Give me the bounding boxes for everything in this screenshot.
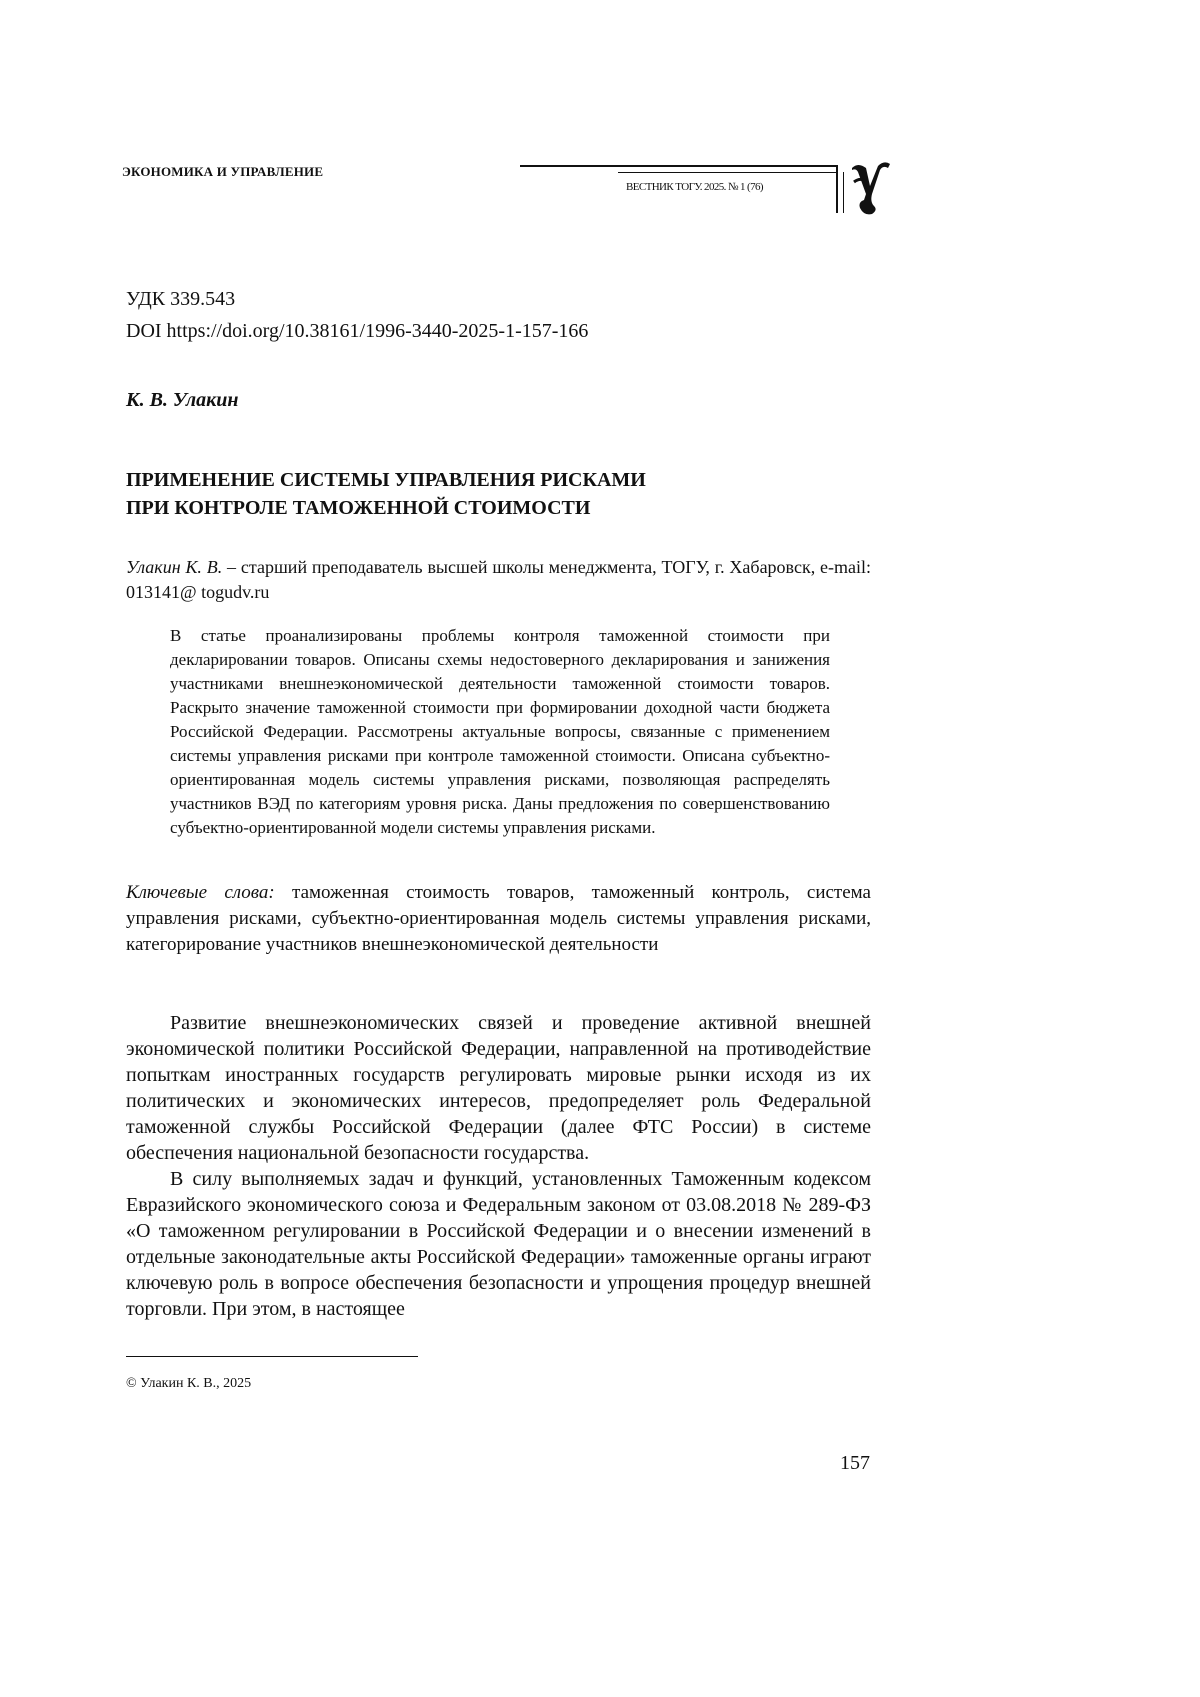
running-head-section: ЭКОНОМИКА И УПРАВЛЕНИЕ [122,164,324,179]
abstract: В статье проанализированы проблемы контроля таможенной стоимости при декларировании товаров. Описаны схемы недостоверного декларирования и занижения участниками внешнеэкономической деятельности таможенной стоимости товаров. Раскрыто значение таможенной стоимости при формировании доходной части бюджета Российской Федерации. Рассмотрены актуальные вопросы, связанные с применением системы управления рисками при контроле таможенной стоимости. Описана субъектно-ориентированная модель системы управления рисками, позволяющая распределять участников ВЭД по категориям уровня риска. Даны предложения по совершенствованию субъектно-ориентированной модели системы управления рисками. [170,626,830,837]
affiliation-details: – старший преподаватель высшей школы менеджмента, ТОГУ, г. Хабаровск, e-mail: 013141@ togudv.ru [126,557,871,602]
article-title [126,466,646,522]
page-number: 157 [840,1452,870,1474]
doi-link[interactable]: DOI https://doi.org/10.38161/1996-3440-2025-1-157-166 [126,320,589,342]
journal-box-right-rule [843,172,844,213]
udc-code: УДК 339.543 [126,288,236,310]
article-title-line-1: ПРИМЕНЕНИЕ СИСТЕМЫ УПРАВЛЕНИЯ РИСКАМИ [126,469,646,491]
affiliation-author-name: Улакин К. В. [126,557,223,577]
article-title-line-2: ПРИ КОНТРОЛЕ ТАМОЖЕННОЙ СТОИМОСТИ [126,497,591,519]
body-paragraph-1: Развитие внешнеэкономических связей и проведение активной внешней экономической политики Российской Федерации, направленной на противодействие попыткам иностранных государств регулировать мировые рынки исходя из их политических и экономических интересов, предопределяет роль Федеральной таможенной службы Российской Федерации (далее ФТС России) в системе обеспечения национальной безопасности государства. [126,1012,871,1164]
journal-rule-inner [618,172,836,173]
journal-rule-top [520,165,836,167]
article-body [126,1010,871,1322]
copyright-footnote: © Улакин К. В., 2025 [126,1376,252,1391]
keywords [126,880,871,958]
footnote-rule [126,1356,418,1357]
body-paragraph-2: В силу выполняемых задач и функций, установленных Таможенным кодексом Евразийского экономического союза и Федеральным законом от 03.08.2018 № 289-ФЗ «О таможенном регулировании в Российской Федерации и о внесении изменений в отдельные законодательные акты Российской Федерации» таможенные органы играют ключевую роль в вопросе обеспечения безопасности и упрощения процедур внешней торговли. При этом, в настоящее [126,1168,871,1320]
keywords-label: Ключевые слова: [126,882,275,903]
journal-logo-icon [848,160,892,216]
journal-issue-label: ВЕСТНИК ТОГУ. 2025. № 1 (76) [626,181,763,193]
journal-box-left-rule [836,165,838,213]
author-affiliation [126,555,871,605]
keywords-text: таможенная стоимость товаров, таможенный контроль, система управления рисками, субъектно-ориентированная модель системы управления рисками, категорирование участников внешнеэкономической деятельности [126,882,871,955]
author-name: К. В. Улакин [126,389,239,411]
